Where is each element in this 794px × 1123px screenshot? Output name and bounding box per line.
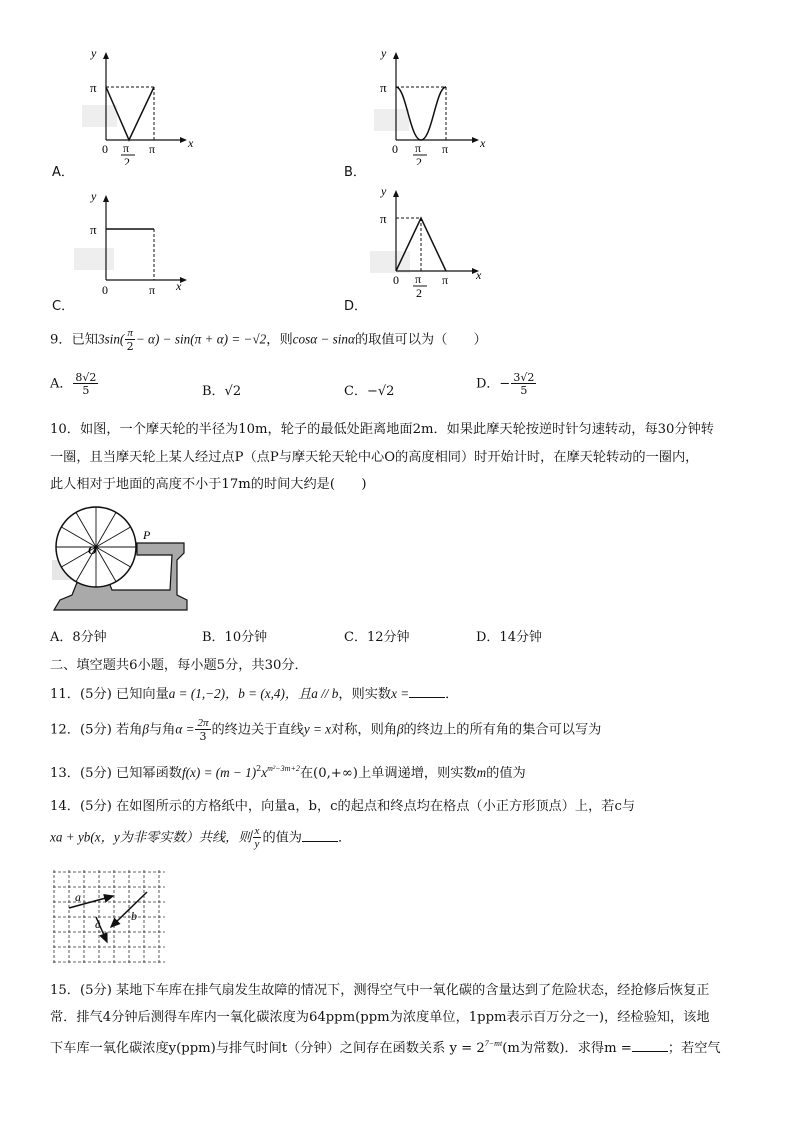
grid-lines: [53, 870, 165, 964]
q9-mid: ，则: [266, 332, 293, 348]
q9-option-a-fraction: [73, 372, 98, 396]
y-axis-arrow-icon: [393, 190, 399, 197]
option-c-letter: C．: [52, 299, 75, 314]
x-label: x: [176, 279, 182, 293]
q11-f: x =: [391, 686, 410, 701]
q15-line3b: (m为常数)．求得m =: [502, 1041, 632, 1056]
x-axis-arrow-icon: [180, 137, 187, 143]
q12-c: 与角: [148, 722, 176, 738]
q10-line3: 此人相对于地面的高度不小于17m的时间大约是( ): [50, 477, 367, 492]
q14-frac-den: y: [254, 838, 260, 850]
q9-expr2: − α) − sin(π + α) = −√2: [135, 331, 267, 347]
q12-f: y = x: [303, 721, 332, 737]
q13-d: x: [261, 765, 268, 780]
q15-line1: 15．(5分) 某地下车库在排气扇发生故障的情况下，测得空气中一氧化碳的含量达到了危险状态，经抢修后恢复正: [50, 983, 710, 998]
y-axis-arrow-icon: [103, 195, 109, 202]
q15-line3-sup: 7−mt: [484, 1039, 503, 1048]
q9-option-a-num: 8√2: [75, 371, 97, 384]
q12-b: β: [142, 721, 149, 737]
x-label: x: [188, 136, 194, 150]
q13-b: f(x) = (m − 1): [181, 765, 257, 780]
q15-line2: 常．排气4分钟后测得车库内一氧化碳浓度为64ppm(ppm为浓度单位，1ppm表示百万分之一)，经检验知，该地: [50, 1010, 710, 1025]
question-11: [50, 683, 458, 702]
pi-y-label: π: [90, 80, 97, 95]
pi-y-label: π: [90, 222, 97, 237]
q12-frac-den: 3: [199, 730, 207, 743]
q12-a: 12．(5分) 若角: [50, 722, 143, 738]
y-label: y: [91, 189, 97, 203]
origin-label: 0: [102, 142, 108, 156]
pi-y-label: π: [380, 80, 387, 95]
pi-x-label: π: [149, 142, 156, 156]
q14-l2a: xa + yb(x，y为非零实数）共线，则: [50, 829, 252, 845]
question-9: [50, 328, 487, 352]
q9-expr3: cosα − sinα: [292, 331, 355, 347]
q14-l2c: ．: [338, 830, 352, 846]
q10-option-a: A．8分钟: [50, 630, 107, 645]
x-axis-arrow-icon: [472, 137, 479, 143]
q12-d: α =: [175, 721, 195, 737]
point-p-label: P: [143, 528, 151, 542]
watermark-block: [374, 109, 409, 131]
x-label: x: [480, 136, 486, 150]
q15-line3c: ；若空气: [667, 1041, 721, 1056]
q9-option-c: C．−√2: [344, 384, 395, 399]
q9-option-a-den: 5: [82, 384, 90, 397]
q9-expr1: 3sin(: [97, 331, 125, 347]
q14-l2b: 的值为: [262, 830, 302, 846]
q9-option-d-num: 3√2: [513, 371, 535, 384]
q14-line2: [50, 826, 351, 850]
q10-line2: 一圈，且当摩天轮上某人经过点P（点P与摩天轮天轮中心O的高度相同）时开始计时，在摩天轮转动的一圈内，: [50, 450, 699, 465]
q14-fraction: [253, 826, 262, 850]
half-pi-num: π: [415, 141, 422, 155]
section-2-heading: 二、填空题共6小题，每小题5分，共30分．: [50, 658, 308, 673]
q11-answer-blank[interactable]: [409, 685, 445, 698]
q9-option-d-label: D．−: [476, 376, 511, 392]
q14-frac-num: x: [254, 825, 260, 837]
option-d-letter: D．: [344, 299, 368, 314]
q13-f: 在(0,+∞)上单调递增，则实数: [299, 766, 477, 781]
q12-frac-num: 2π: [197, 717, 209, 729]
q15-line3a: 下车库一氧化碳浓度y(ppm)与排气时间t（分钟）之间存在函数关系 y = 2: [50, 1041, 485, 1056]
origin-label: 0: [102, 283, 108, 297]
q9-fraction: [125, 328, 135, 352]
vector-c-label: c: [95, 917, 101, 931]
vector-b-label: b: [131, 909, 137, 923]
q14-answer-blank[interactable]: [302, 829, 338, 842]
q9-option-a-label: A．: [50, 376, 73, 392]
half-pi-num: π: [415, 272, 422, 286]
q13-e: m²−3m+2: [267, 764, 300, 773]
watermark-block: [74, 248, 114, 270]
q12-e: 的终边关于直线: [211, 722, 304, 738]
pi-x-label: π: [442, 273, 449, 287]
pi-x-label: π: [149, 283, 156, 297]
graph-b: [366, 45, 496, 165]
q12-i: 的终边上的所有角的集合可以写为: [403, 722, 602, 738]
q10-option-b: B．10分钟: [202, 630, 268, 645]
y-axis-arrow-icon: [103, 52, 109, 59]
q15-answer-blank[interactable]: [632, 1039, 668, 1052]
ferris-wheel-figure: [52, 505, 197, 615]
pi-y-label: π: [380, 211, 387, 226]
q12-g: 对称，则角: [331, 722, 397, 738]
q9-option-d-den: 5: [520, 384, 528, 397]
half-pi-den: 2: [416, 155, 422, 165]
option-a-letter: A．: [52, 165, 74, 180]
origin-label: 0: [392, 142, 398, 156]
option-b-letter: B．: [344, 165, 366, 180]
q15-line3: [50, 1037, 721, 1056]
q9-prefix: 9．已知: [50, 332, 98, 348]
q9-frac-den: 2: [126, 340, 134, 353]
q11-c: b = (x,4)，且: [238, 686, 312, 701]
y-axis-arrow-icon: [393, 52, 399, 59]
q11-b: a = (1,−2)，: [168, 686, 239, 701]
q10-option-c: C．12分钟: [344, 630, 410, 645]
q9-option-d-fraction: [511, 372, 536, 396]
y-label: y: [381, 184, 387, 198]
q13-g: m: [476, 765, 487, 780]
q9-suffix: 的取值可以为（ ）: [354, 332, 487, 348]
graph-a: [70, 45, 200, 165]
q12-h: β: [396, 721, 404, 737]
q9-option-b: B．√2: [202, 384, 242, 399]
q13-c: 2: [256, 764, 262, 773]
q9-option-a: [50, 372, 99, 396]
q12-fraction: [195, 718, 210, 742]
q11-a: 11．(5分) 已知向量: [50, 687, 169, 702]
half-pi-num: π: [123, 141, 130, 155]
q14-line1: 14．(5分) 在如图所示的方格纸中，向量a，b，c的起点和终点均在格点（小正方形顶点）上，若c与: [50, 799, 636, 814]
vector-a-label: a: [75, 890, 81, 904]
half-pi-den: 2: [416, 286, 422, 300]
graph-c: [70, 188, 200, 303]
question-13: [50, 762, 526, 781]
q13-a: 13．(5分) 已知幂函数: [50, 766, 182, 781]
question-12: [50, 718, 601, 742]
y-label: y: [91, 46, 97, 60]
q11-d: a // b: [311, 686, 339, 701]
pi-x-label: π: [442, 142, 449, 156]
q11-e: ，则实数: [338, 687, 392, 702]
graph-d: [366, 183, 496, 308]
q9-frac-num: π: [127, 327, 133, 339]
origin-label: 0: [393, 273, 399, 287]
half-pi-den: 2: [124, 155, 130, 165]
x-label: x: [476, 268, 482, 282]
q11-g: ．: [445, 687, 459, 702]
q10-line1: 10．如图，一个摩天轮的半径为10m，轮子的最低处距离地面2m．如果此摩天轮按逆时针匀速转动，每30分钟转: [50, 422, 714, 437]
grid-figure: [53, 870, 168, 965]
q10-option-d: D．14分钟: [476, 630, 542, 645]
q13-h: 的值为: [486, 766, 526, 781]
y-label: y: [381, 46, 387, 60]
center-o-label: O: [88, 543, 97, 557]
watermark-block: [82, 105, 117, 127]
q9-option-d: [476, 372, 537, 396]
